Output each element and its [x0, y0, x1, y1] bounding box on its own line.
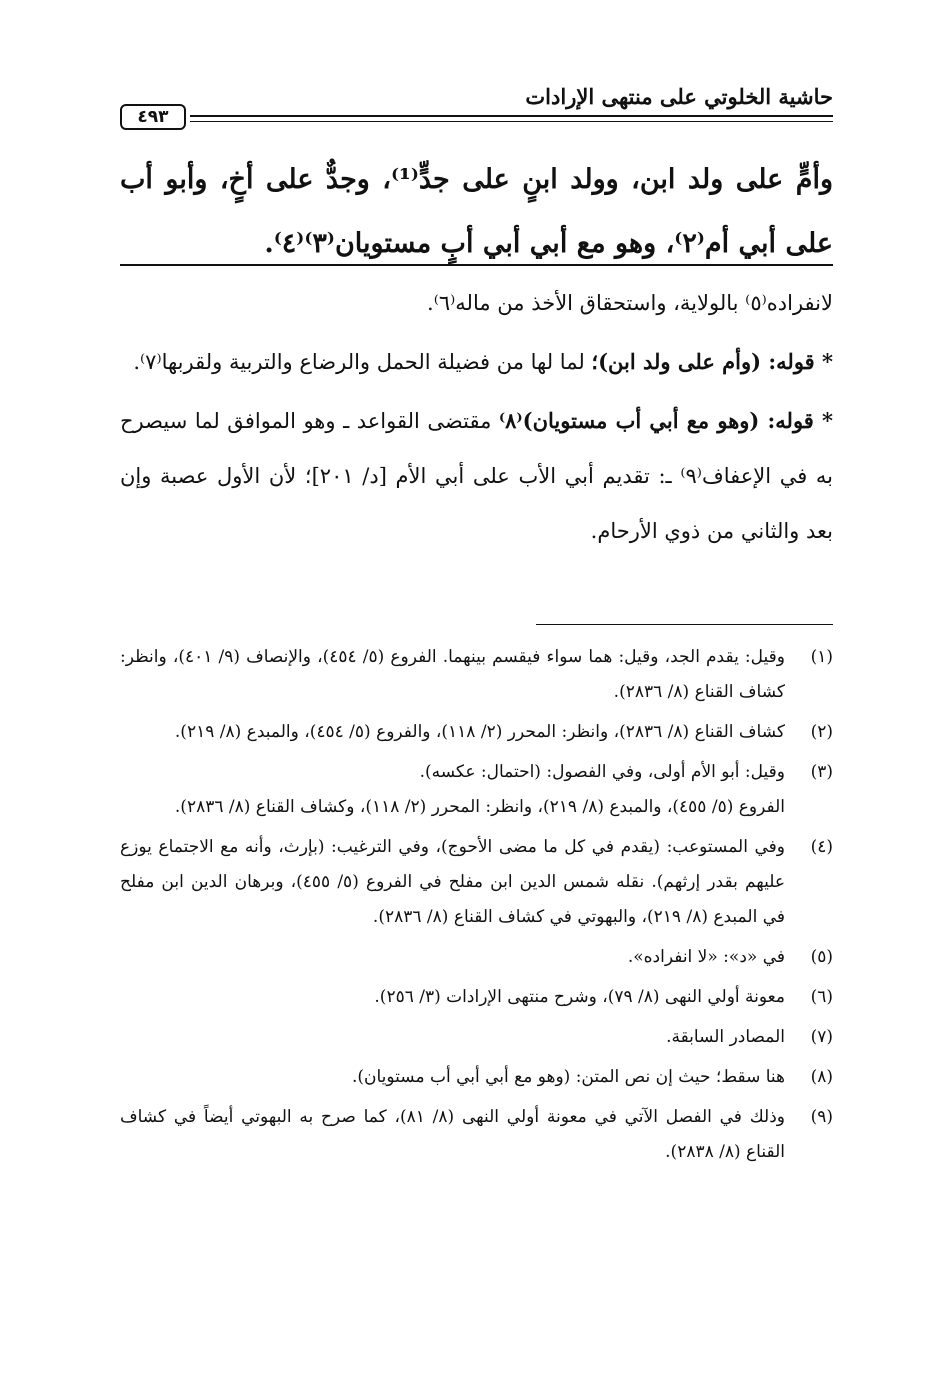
- footnote-line: في «د»: «لا انفراده».: [627, 947, 785, 967]
- footnote: [120, 640, 833, 710]
- footnote: [120, 715, 833, 750]
- footnote-number: (٦): [810, 987, 833, 1007]
- page-header: [120, 84, 833, 134]
- footnote-number: (٧): [810, 1027, 833, 1047]
- footnote-divider: [536, 624, 833, 625]
- footnote-text: [120, 755, 785, 825]
- header-rule-thin: [190, 121, 833, 122]
- commentary-text: مقتضى القواعد ـ وهو الموافق لما سيصرح به في الإعفاف⁽٩⁾ ـ: تقديم أبي الأب على أبي الأم [د/ ٢٠١]؛ لأن الأول عصبة وإن بعد والثاني من ذوي الأرحام.: [120, 409, 834, 543]
- page-number: ٤٩٣: [120, 104, 186, 130]
- footnote-text: [120, 640, 785, 710]
- footnote-line: كشاف القناع (٨/ ٢٨٣٦)، وانظر: المحرر (٢/ ١١٨)، والفروع (٥/ ٤٥٤)، والمبدع (٨/ ٢١٩).: [174, 722, 785, 742]
- footnote-number: (٤): [810, 837, 833, 857]
- running-title: حاشية الخلوتي على منتهى الإرادات: [525, 84, 833, 109]
- footnote-text: [120, 830, 785, 935]
- footnote-line: معونة أولي النهى (٨/ ٧٩)، وشرح منتهى الإرادات (٣/ ٢٥٦).: [374, 987, 785, 1007]
- footnote-line: الفروع (٥/ ٤٥٥)، والمبدع (٨/ ٢١٩)، وانظر: المحرر (٢/ ١١٨)، وكشاف القناع (٨/ ٢٨٣٦).: [174, 797, 785, 817]
- header-rule-thick: [190, 115, 833, 117]
- footnote-line: وقيل: يقدم الجد، وقيل: هما سواء فيقسم بينهما. الفروع (٥/ ٤٥٤)، والإنصاف (٩/ ٤٠١)، وانظر: كشاف القناع (٨/ ٢٨٣٦).: [120, 647, 785, 702]
- commentary: [120, 276, 833, 562]
- matn-divider: [120, 264, 833, 266]
- matn-text: وأمٍّ على ولد ابن، وولد ابنٍ على جدٍّ⁽¹⁾، وجدٌّ على أخٍ، وأبو أب على أبي أم⁽٢⁾، وهو مع أبي أبي أبٍ مستويان⁽٣⁾⁽٤⁾.: [120, 164, 833, 259]
- commentary-paragraph-1: لانفراده⁽٥⁾ بالولاية، واستحقاق الأخذ من ماله⁽٦⁾.: [427, 291, 833, 315]
- commentary-text: لما لها من فضيلة الحمل والرضاع والتربية ولقربها⁽٧⁾.: [133, 350, 592, 374]
- footnote-text: [120, 715, 785, 750]
- footnote: [120, 940, 833, 975]
- footnote-line: هنا سقط؛ حيث إن نص المتن: (وهو مع أبي أبي أب مستويان).: [351, 1067, 785, 1087]
- footnote-line: المصادر السابقة.: [666, 1027, 785, 1047]
- footnote: [120, 755, 833, 825]
- footnote-number: (٢): [810, 722, 833, 742]
- footnote: [120, 980, 833, 1015]
- footnotes: [120, 640, 833, 1175]
- footnote: [120, 1100, 833, 1170]
- footnote: [120, 1060, 833, 1095]
- footnote-number: (٥): [810, 947, 833, 967]
- footnote-number: (٨): [810, 1067, 833, 1087]
- footnote-line: وقيل: أبو الأم أولى، وفي الفصول: (احتمال: عكسه).: [419, 762, 785, 782]
- commentary-paragraph-3: [120, 393, 833, 559]
- footnote-text: [120, 1020, 785, 1055]
- commentary-paragraph-2: [120, 334, 833, 390]
- footnote-number: (٣): [810, 762, 833, 782]
- footnote-text: [120, 1060, 785, 1095]
- footnote: [120, 1020, 833, 1055]
- footnote-text: [120, 1100, 785, 1170]
- qawl-lead: * قوله: (وأم على ولد ابن)؛: [591, 349, 833, 374]
- footnote-number: (٩): [810, 1107, 833, 1127]
- footnote-text: [120, 980, 785, 1015]
- footnote-line: وفي المستوعب: (يقدم في كل ما مضى الأحوج)، وفي الترغيب: (بإرث، وأنه مع الاجتماع يوزع عليهم بقدر إرثهم). نقله شمس الدين ابن مفلح في الفروع (٥/ ٤٥٥)، وبرهان الدين ابن مفلح في المبدع (٨/ ٢١٩)، والبهوتي في كشاف القناع (٨/ ٢٨٣٦).: [120, 837, 785, 927]
- footnote: [120, 830, 833, 935]
- footnote-text: [120, 940, 785, 975]
- qawl-lead: * قوله: (وهو مع أبي أب مستويان)⁽٨⁾: [498, 408, 833, 433]
- footnote-number: (١): [810, 647, 833, 667]
- footnote-line: وذلك في الفصل الآتي في معونة أولي النهى (٨/ ٨١)، كما صرح به البهوتي أيضاً في كشاف القناع (٨/ ٢٨٣٨).: [120, 1107, 786, 1162]
